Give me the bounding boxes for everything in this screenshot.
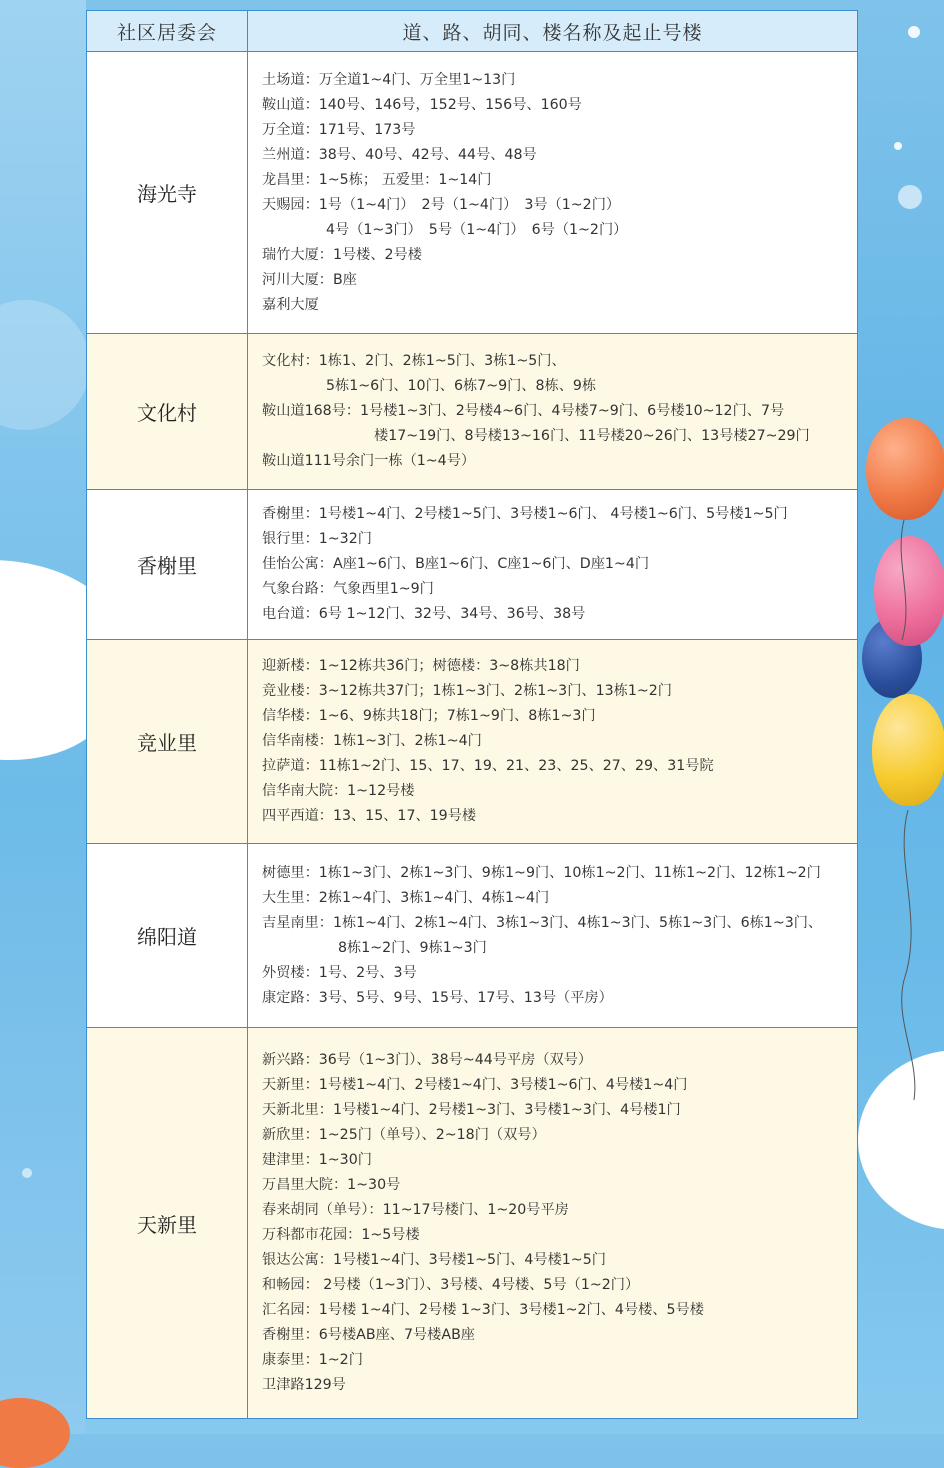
list-item: 楼17~19门、8号楼13~16门、11号楼20~26门、13号楼27~29门 bbox=[374, 428, 810, 444]
community-name: 海光寺 bbox=[87, 52, 248, 334]
list-item: 香榭里：6号楼AB座、7号楼AB座 bbox=[262, 1327, 475, 1343]
list-item: 万昌里大院：1~30号 bbox=[262, 1177, 401, 1193]
list-item: 拉萨道：11栋1~2门、15、17、19、21、23、25、27、29、31号院 bbox=[262, 758, 714, 774]
table-row bbox=[87, 490, 858, 640]
list-item: 春来胡同（单号）：11~17号楼门、1~20号平房 bbox=[262, 1202, 569, 1218]
address-list bbox=[248, 334, 858, 490]
list-item: 卫津路129号 bbox=[262, 1377, 346, 1393]
list-item: 树德里：1栋1~3门、2栋1~3门、9栋1~9门、10栋1~2门、11栋1~2门、12栋1~2门 bbox=[262, 864, 821, 881]
header-streets: 道、路、胡同、楼名称及起止号楼 bbox=[248, 11, 858, 52]
table-row bbox=[87, 52, 858, 334]
table-header-row bbox=[87, 11, 858, 52]
community-name: 文化村 bbox=[87, 334, 248, 490]
community-registry-table bbox=[86, 10, 858, 1419]
list-item: 土场道：万全道1~4门、万全里1~13门 bbox=[262, 71, 516, 88]
table-row bbox=[87, 844, 858, 1028]
list-item: 信华南楼：1栋1~3门、2栋1~4门 bbox=[262, 733, 482, 749]
list-item: 嘉利大厦 bbox=[262, 296, 319, 313]
header-committee: 社区居委会 bbox=[87, 11, 248, 52]
list-item: 瑞竹大厦：1号楼、2号楼 bbox=[262, 246, 422, 263]
list-item: 鞍山道：140号、146号，152号、156号、160号 bbox=[262, 96, 582, 113]
list-item: 5栋1~6门、10门、6栋7~9门、8栋、9栋 bbox=[326, 378, 597, 394]
list-item: 气象台路：气象西里1~9门 bbox=[262, 581, 434, 597]
address-list bbox=[248, 52, 858, 334]
list-item: 银达公寓：1号楼1~4门、3号楼1~5门、4号楼1~5门 bbox=[262, 1252, 606, 1268]
list-item: 新欣里：1~25门（单号）、2~18门（双号） bbox=[262, 1127, 546, 1143]
dot-right-1 bbox=[898, 185, 922, 209]
list-item: 和畅园： 2号楼（1~3门）、3号楼、4号楼、5号（1~2门） bbox=[262, 1277, 640, 1293]
list-item: 天赐园：1号（1~4门） 2号（1~4门） 3号（1~2门） bbox=[262, 196, 621, 213]
list-item: 8栋1~2门、9栋1~3门 bbox=[338, 939, 487, 956]
list-item: 康泰里：1~2门 bbox=[262, 1352, 363, 1368]
list-item: 汇名园：1号楼 1~4门、2号楼 1~3门、3号楼1~2门、4号楼、5号楼 bbox=[262, 1302, 704, 1318]
list-item: 河川大厦：B座 bbox=[262, 271, 357, 288]
balloon-strings bbox=[864, 520, 944, 1100]
list-item: 信华楼：1~6、9栋共18门；7栋1~9门、8栋1~3门 bbox=[262, 708, 596, 724]
address-list bbox=[248, 490, 858, 640]
list-item: 万全道：171号、173号 bbox=[262, 121, 416, 138]
list-item: 电台道：6号 1~12门、32号、34号、36号、38号 bbox=[262, 606, 586, 622]
list-item: 大生里：2栋1~4门、3栋1~4门、4栋1~4门 bbox=[262, 889, 550, 906]
orange-balloon bbox=[866, 418, 944, 520]
list-item: 康定路：3号、5号、9号、15号、17号、13号（平房） bbox=[262, 989, 613, 1006]
dot-right-2 bbox=[894, 142, 902, 150]
list-item: 兰州道：38号、40号、42号、44号、48号 bbox=[262, 146, 537, 163]
list-item: 信华南大院：1~12号楼 bbox=[262, 783, 415, 799]
list-item: 新兴路：36号（1~3门）、38号~44号平房（双号） bbox=[262, 1052, 593, 1068]
list-item: 鞍山道168号：1号楼1~3门、2号楼4~6门、4号楼7~9门、6号楼10~12门、7号 bbox=[262, 403, 785, 419]
list-item: 龙昌里：1~5栋； 五爱里：1~14门 bbox=[262, 171, 492, 188]
list-item: 佳怡公寓：A座1~6门、B座1~6门、C座1~6门、D座1~4门 bbox=[262, 556, 650, 572]
orange-circle-bottom-left bbox=[0, 1398, 70, 1468]
table-row bbox=[87, 334, 858, 490]
list-item: 鞍山道111号余门一栋（1~4号） bbox=[262, 453, 476, 469]
list-item: 万科都市花园：1~5号楼 bbox=[262, 1227, 420, 1243]
address-list bbox=[248, 844, 858, 1028]
list-item: 天新北里：1号楼1~4门、2号楼1~3门、3号楼1~3门、4号楼1门 bbox=[262, 1102, 681, 1118]
list-item: 香榭里：1号楼1~4门、2号楼1~5门、3号楼1~6门、 4号楼1~6门、5号楼1~5门 bbox=[262, 506, 788, 522]
community-name: 香榭里 bbox=[87, 490, 248, 640]
dot-top-right bbox=[908, 26, 920, 38]
background-panel-left bbox=[0, 0, 86, 1434]
list-item: 四平西道：13、15、17、19号楼 bbox=[262, 808, 477, 824]
list-item: 建津里：1~30门 bbox=[262, 1152, 372, 1168]
list-item: 外贸楼：1号、2号、3号 bbox=[262, 964, 417, 981]
bubble-circle-left bbox=[0, 300, 90, 430]
list-item: 4号（1~3门） 5号（1~4门） 6号（1~2门） bbox=[326, 221, 628, 238]
list-item: 竞业楼：3~12栋共37门；1栋1~3门、2栋1~3门、13栋1~2门 bbox=[262, 683, 672, 699]
table-row bbox=[87, 1028, 858, 1419]
community-table bbox=[86, 10, 858, 1417]
list-item: 吉星南里：1栋1~4门、2栋1~4门、3栋1~3门、4栋1~3门、5栋1~3门、6栋1~3门、 bbox=[262, 914, 823, 931]
list-item: 银行里：1~32门 bbox=[262, 531, 372, 547]
dot-left-1 bbox=[22, 1168, 32, 1178]
community-name: 天新里 bbox=[87, 1028, 248, 1419]
list-item: 天新里：1号楼1~4门、2号楼1~4门、3号楼1~6门、4号楼1~4门 bbox=[262, 1077, 688, 1093]
list-item: 迎新楼：1~12栋共36门；树德楼：3~8栋共18门 bbox=[262, 658, 580, 674]
list-item: 文化村：1栋1、2门、2栋1~5门、3栋1~5门、 bbox=[262, 353, 566, 369]
community-name: 绵阳道 bbox=[87, 844, 248, 1028]
address-list bbox=[248, 1028, 858, 1419]
table-row bbox=[87, 640, 858, 844]
address-list bbox=[248, 640, 858, 844]
community-name: 竞业里 bbox=[87, 640, 248, 844]
